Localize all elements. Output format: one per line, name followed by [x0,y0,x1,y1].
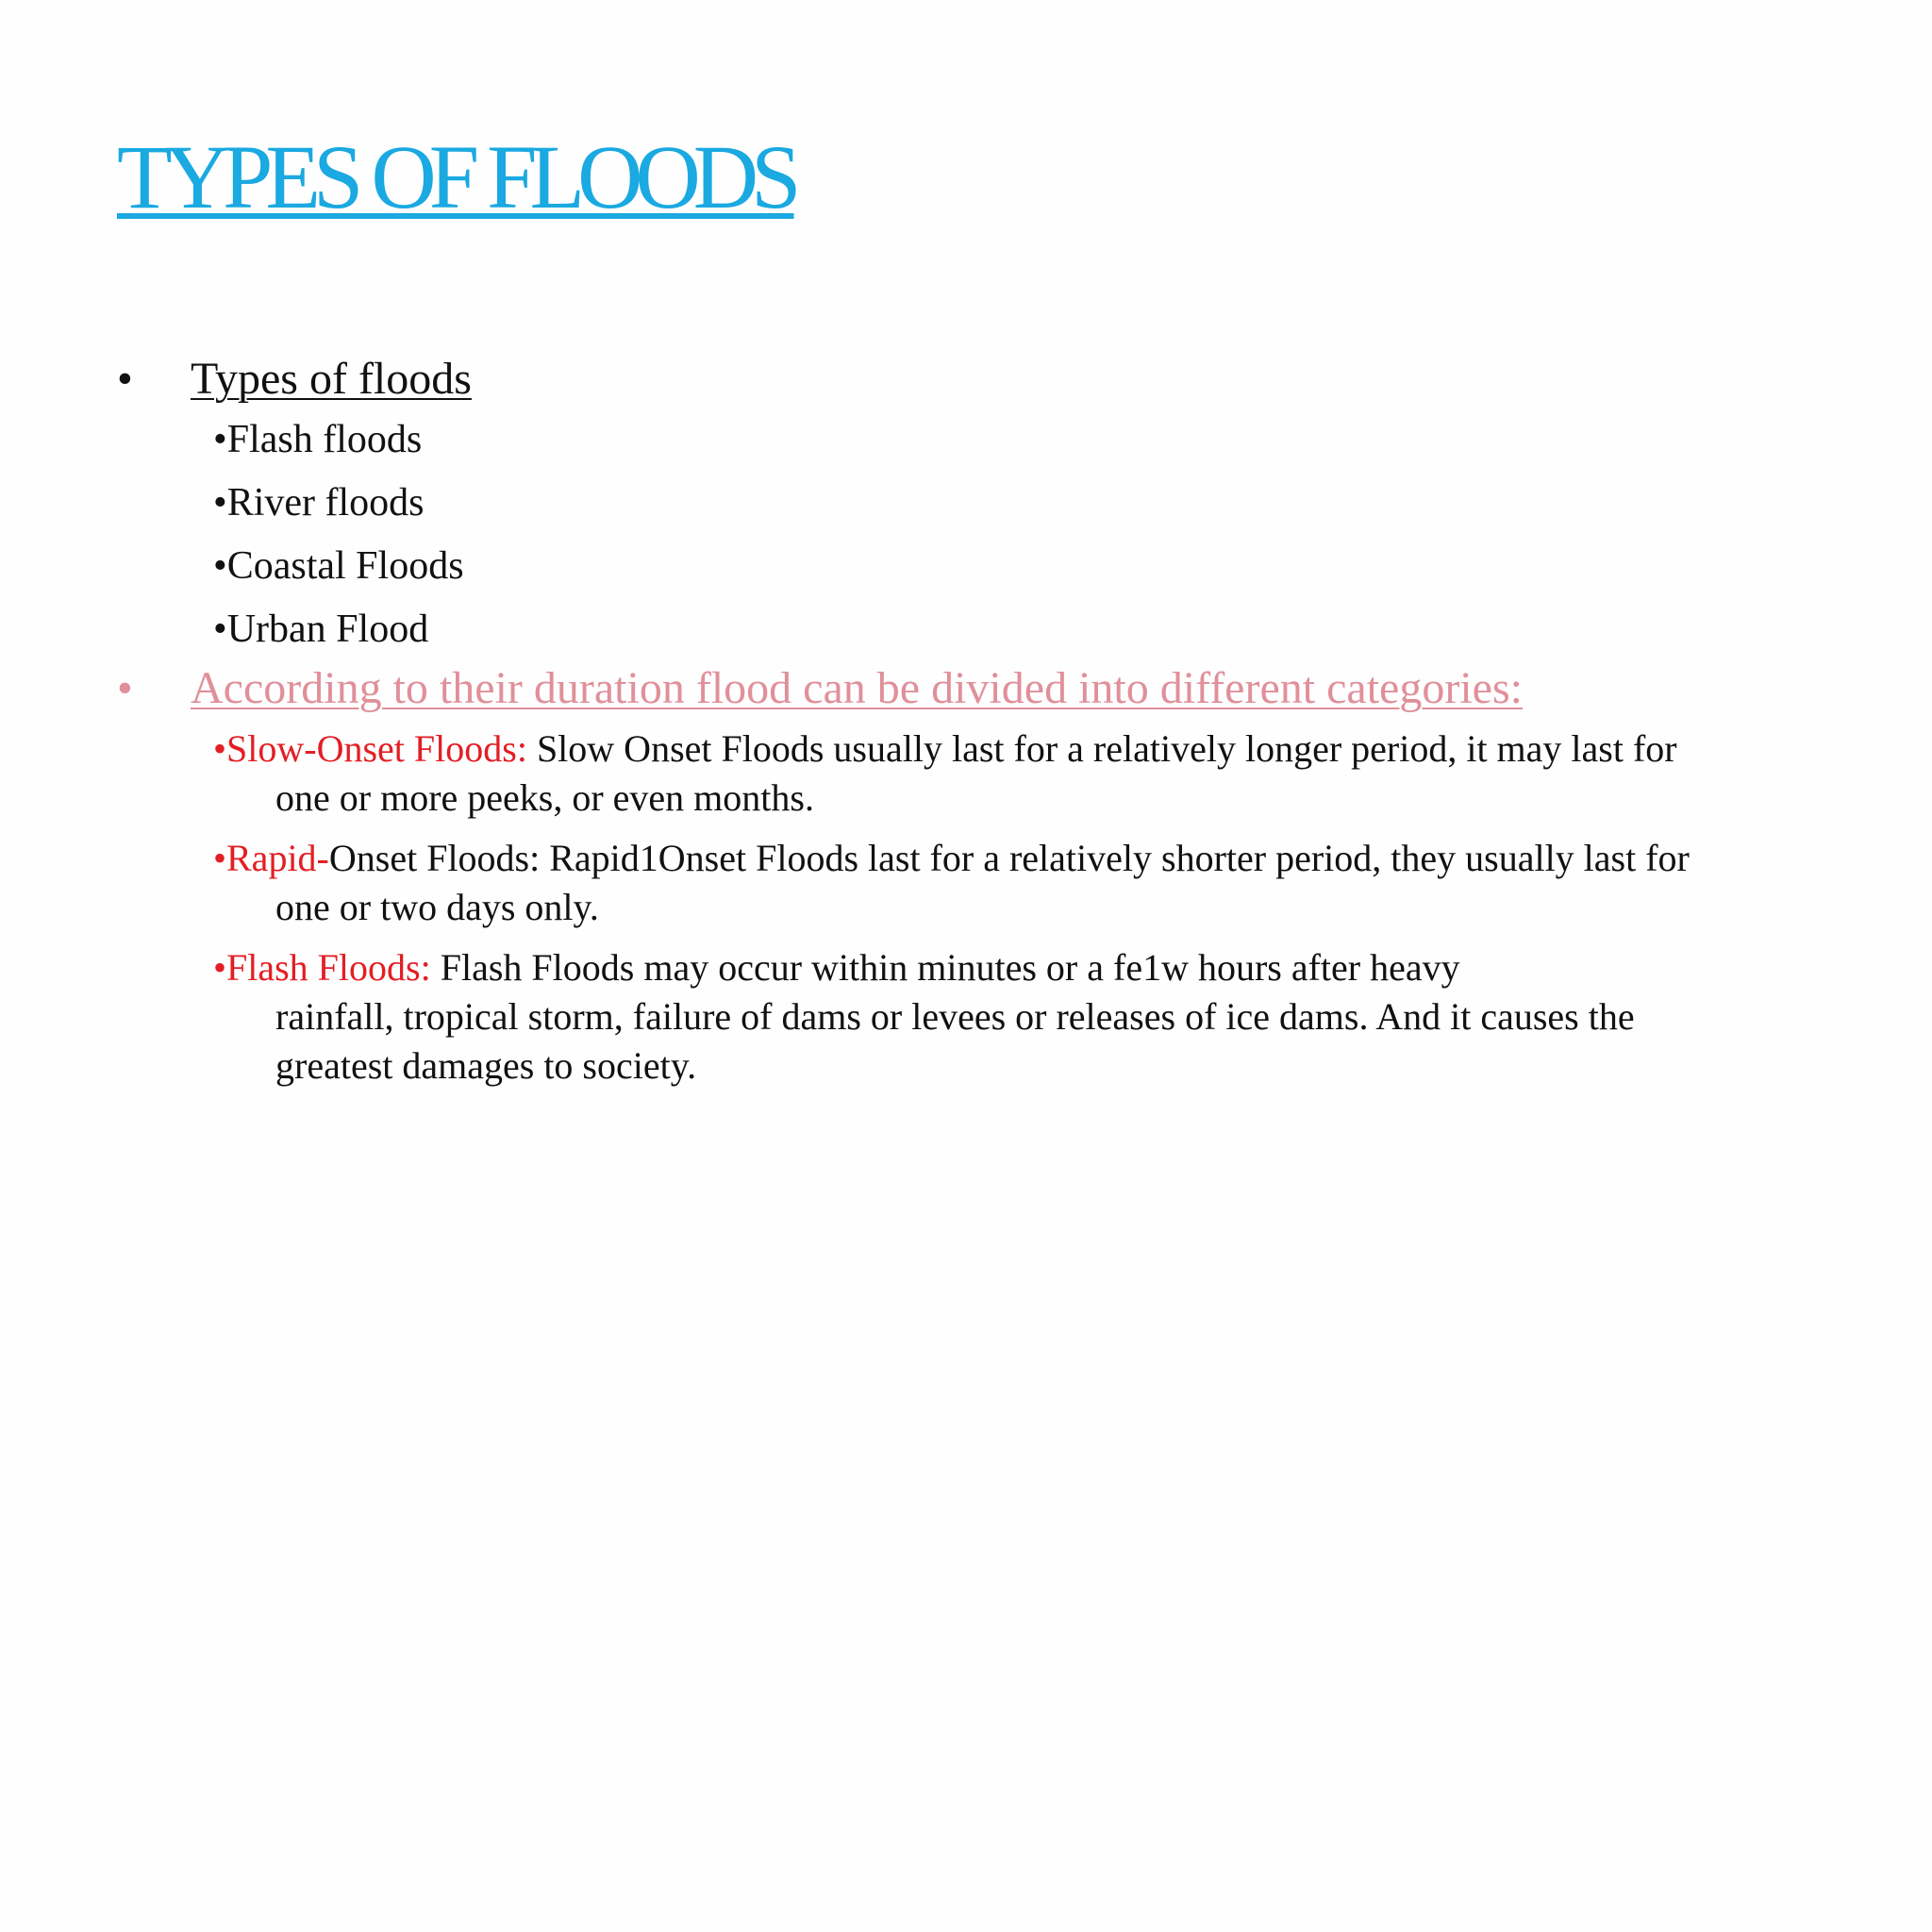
heading-types-of-floods: Types of floods [191,354,472,404]
category-text-continued: greatest damages to society. [275,1044,697,1087]
category-line [213,724,1855,774]
category-text: Flash Floods may occur within minutes or a fe1w hours after heavy [430,946,1460,989]
bullet-list [117,351,1853,1102]
category-label: •Rapid- [213,837,329,879]
category-label: •Flash Floods: [213,946,431,989]
heading-duration-categories: According to their duration flood can be divided into different categories: [191,663,1523,713]
category-flash-floods [213,943,1855,1091]
category-slow-onset [213,724,1855,823]
category-rapid-onset [213,834,1855,932]
bullet-duration-categories [117,660,1853,717]
category-line [213,943,1855,992]
category-label: •Slow-Onset Floods: [213,727,527,770]
list-item-coastal-floods: •Coastal Floods [213,544,464,588]
category-text-continued: rainfall, tropical storm, failure of dams or levees or releases of ice dams. And it causes the [275,995,1635,1038]
duration-categories-list [213,724,1853,1091]
list-item-flash-floods: •Flash floods [213,418,423,461]
category-text-continued: one or more peeks, or even months. [275,776,814,819]
bullet-marker: • [117,663,133,713]
category-line [213,834,1855,883]
bullet-marker: • [117,354,133,404]
slide-title: TYPES OF FLOODS [117,126,794,227]
category-text: Onset Floods: Rapid1Onset Floods last for a relatively shorter period, they usually last for [328,837,1690,879]
category-text: Slow Onset Floods usually last for a relatively longer period, it may last for [526,727,1677,770]
category-text-continued: one or two days only. [275,886,599,928]
list-item-river-floods: •River floods [213,481,425,525]
flood-types-list [213,416,1853,653]
list-item-urban-flood: •Urban Flood [213,608,429,651]
bullet-types-of-floods [117,351,1853,408]
